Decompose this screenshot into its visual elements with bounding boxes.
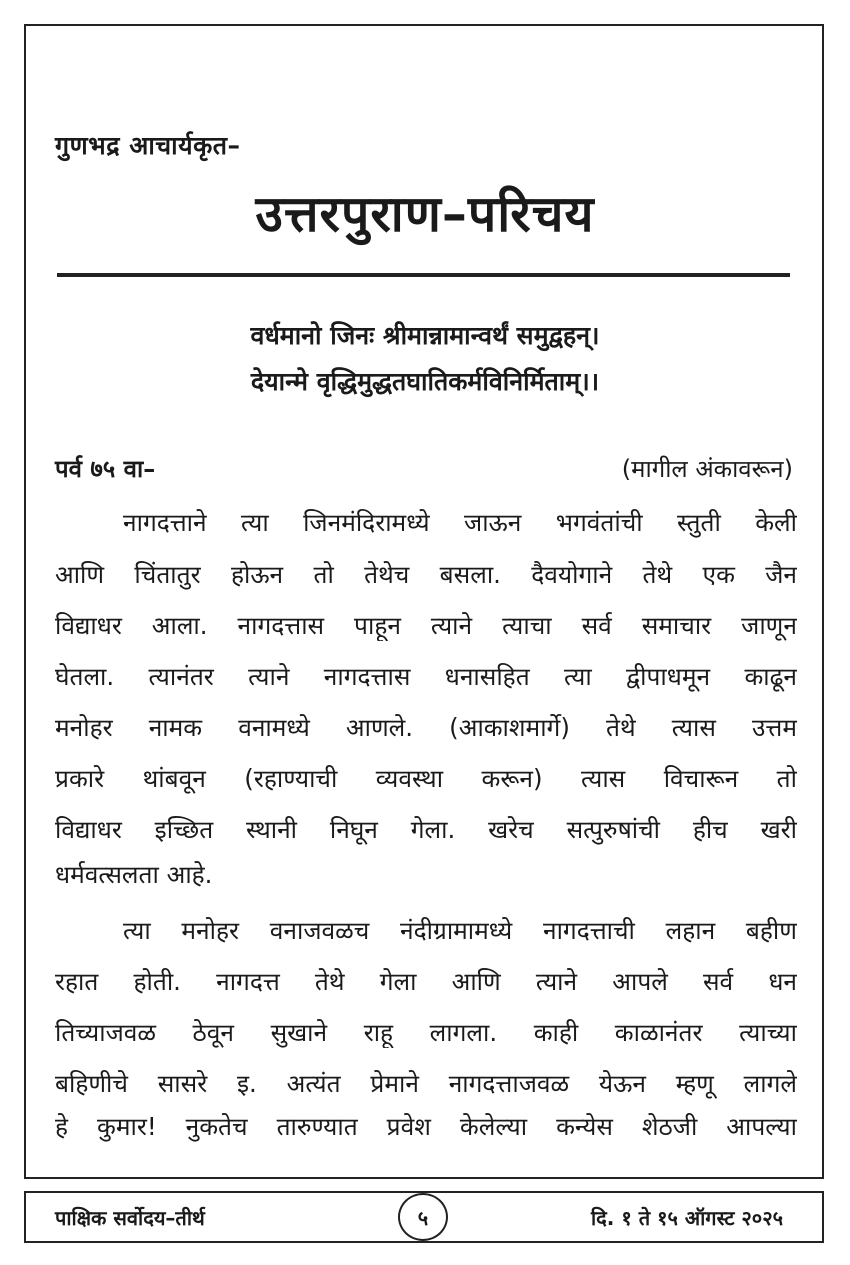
verse-line-1: वर्धमानो जिनः श्रीमान्नामान्वर्थं समुद्वहन्। (250, 321, 600, 350)
section-heading: पर्व ७५ वा– (55, 455, 156, 483)
body-line: नागदत्ताने त्या जिनमंदिरामध्ये जाऊन भगवंतांची स्तुती केली (123, 508, 797, 537)
body-line: घेतला. त्यानंतर त्याने नागदत्तास धनासहित त्या द्वीपाधमून काढून (55, 662, 797, 691)
body-line: बहिणीचे सासरे इ. अत्यंत प्रेमाने नागदत्ताजवळ येऊन म्हणू लागले (55, 1069, 797, 1098)
body-line: तिच्याजवळ ठेवून सुखाने राहू लागला. काही काळानंतर त्याच्या (55, 1018, 797, 1047)
body-line: प्रकारे थांबवून (रहाण्याची व्यवस्था करून) त्यास विचारून तो (55, 764, 797, 793)
title-divider (57, 273, 790, 277)
body-line: विद्याधर इच्छित स्थानी निघून गेला. खरेच सत्पुरुषांची हीच खरी (55, 815, 797, 844)
body-line: विद्याधर आला. नागदत्तास पाहून त्याने त्याचा सर्व समाचार जाणून (55, 611, 797, 640)
page-number: ५ (398, 1193, 448, 1241)
author-subtitle: गुणभद्र आचार्यकृत– (55, 131, 241, 160)
body-line: आणि चिंतातुर होऊन तो तेथेच बसला. दैवयोगाने तेथे एक जैन (55, 560, 797, 589)
body-line: मनोहर नामक वनामध्ये आणले. (आकाशमार्गे) तेथे त्यास उत्तम (55, 713, 797, 742)
issue-date: दि. १ ते १५ ऑगस्ट २०२५ (591, 1206, 783, 1230)
verse-line-2: देयान्मे वृद्धिमुद्धतघातिकर्मविनिर्मिताम्।। (250, 367, 600, 396)
body-line: रहात होती. नागदत्त तेथे गेला आणि त्याने आपले सर्व धन (55, 967, 797, 996)
body-line: हे कुमार! नुकतेच तारुण्यात प्रवेश केलेल्या कन्येस शेठजी आपल्या (55, 1112, 797, 1141)
publication-name: पाक्षिक सर्वोदय–तीर्थ (55, 1206, 205, 1230)
page-title: उत्तरपुराण–परिचय (255, 185, 595, 243)
body-line: धर्मवत्सलता आहे. (55, 860, 213, 889)
body-line: त्या मनोहर वनाजवळच नंदीग्रामामध्ये नागदत्ताची लहान बहीण (123, 916, 797, 945)
continued-note: (मागील अंकावरून) (621, 455, 793, 483)
